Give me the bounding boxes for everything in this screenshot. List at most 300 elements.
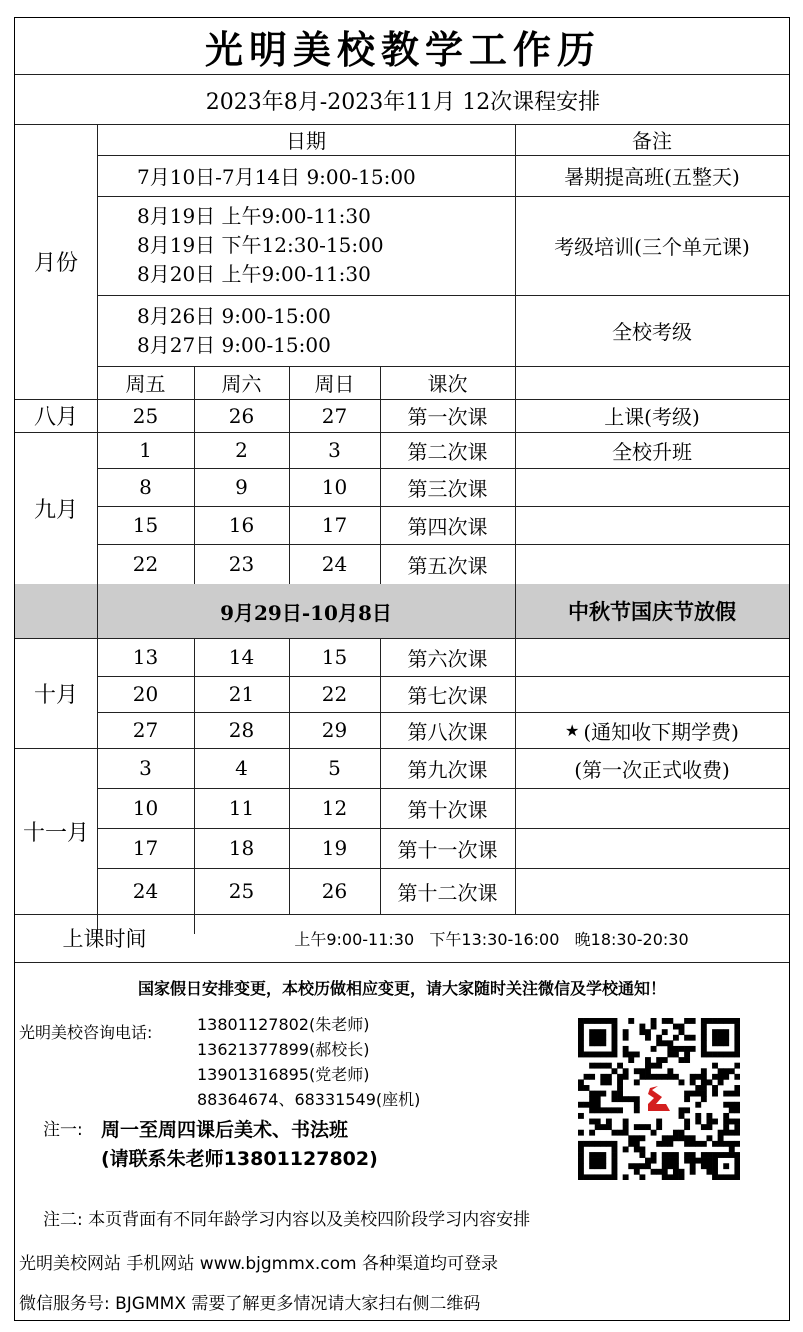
qr-module: [712, 1035, 718, 1041]
qr-module: [651, 1158, 657, 1164]
qr-module: [628, 1141, 634, 1147]
remark-text: (通知收下期学费): [583, 719, 739, 744]
qr-module: [662, 1040, 668, 1046]
qr-module: [600, 1174, 606, 1180]
qr-module: [706, 1052, 712, 1058]
qr-module: [718, 1141, 724, 1147]
qr-module: [684, 1107, 690, 1113]
qr-module: [684, 1135, 690, 1141]
qr-module: [667, 1174, 673, 1180]
qr-module: [729, 1018, 735, 1024]
qr-module: [584, 1018, 590, 1024]
qr-module: [695, 1074, 701, 1080]
qr-module: [651, 1074, 657, 1080]
qr-module: [651, 1169, 657, 1175]
phone-number: 13801127802(朱老师): [197, 1015, 370, 1034]
date-cell: 4: [235, 756, 248, 780]
qr-module: [690, 1018, 696, 1024]
qr-module: [656, 1040, 662, 1046]
qr-module: [734, 1119, 740, 1125]
qr-module: [612, 1029, 618, 1035]
qr-module: [701, 1163, 707, 1169]
weekday-header: 周六: [221, 372, 262, 396]
qr-module: [667, 1040, 673, 1046]
qr-module: [656, 1035, 662, 1041]
qr-module: [723, 1141, 729, 1147]
qr-module: [690, 1035, 696, 1041]
date-cell: 29: [321, 718, 348, 742]
qr-module: [701, 1096, 707, 1102]
qr-module: [695, 1158, 701, 1164]
qr-module: [628, 1163, 634, 1169]
qr-module: [723, 1102, 729, 1108]
date-cell: 17: [321, 513, 348, 537]
qr-module: [617, 1079, 623, 1085]
qr-module: [634, 1163, 640, 1169]
qr-module: [723, 1130, 729, 1136]
qr-module: [645, 1035, 651, 1041]
phone-list: [197, 1012, 420, 1112]
qr-module: [729, 1052, 735, 1058]
qr-module: [617, 1096, 623, 1102]
qr-module: [589, 1091, 595, 1097]
date-range-row: [97, 155, 515, 196]
qr-module: [723, 1068, 729, 1074]
date-cell: 9: [235, 475, 248, 499]
qr-module: [578, 1040, 584, 1046]
date-line: 8月20日 上午9:00-11:30: [137, 262, 371, 286]
qr-module: [656, 1169, 662, 1175]
note1-label: 注一:: [43, 1120, 83, 1140]
qr-module: [712, 1158, 718, 1164]
qr-module: [589, 1163, 595, 1169]
qr-module: [578, 1018, 584, 1024]
lesson-cell: 第十次课: [407, 797, 488, 822]
qr-module: [684, 1158, 690, 1164]
qr-module: [634, 1102, 640, 1108]
qr-module: [712, 1085, 718, 1091]
notice-text: 国家假日安排变更，本校历做相应变更，请大家随时关注微信及学校通知！: [137, 979, 666, 998]
qr-module: [651, 1063, 657, 1069]
lesson-header: 课次: [427, 372, 468, 396]
lesson-cell: 第二次课: [407, 439, 488, 464]
qr-module: [690, 1074, 696, 1080]
qr-module: [595, 1102, 601, 1108]
website-text: 光明美校网站 手机网站 www.bjgmmx.com 各种渠道均可登录: [19, 1254, 498, 1274]
qr-module: [651, 1018, 657, 1024]
qr-module: [712, 1040, 718, 1046]
qr-module: [662, 1174, 668, 1180]
qr-module: [690, 1158, 696, 1164]
qr-module: [701, 1152, 707, 1158]
page-subtitle: 2023年8月-2023年11月 12次课程安排: [205, 89, 601, 115]
qr-module: [589, 1018, 595, 1024]
date-cell: 25: [228, 879, 255, 903]
qr-module: [634, 1079, 640, 1085]
qr-module: [612, 1141, 618, 1147]
lesson-cell: 第三次课: [407, 476, 488, 501]
qr-module: [723, 1152, 729, 1158]
qr-module: [639, 1146, 645, 1152]
qr-module: [662, 1074, 668, 1080]
qr-module: [701, 1141, 707, 1147]
qr-module: [667, 1018, 673, 1024]
qr-module: [606, 1052, 612, 1058]
qr-module: [718, 1018, 724, 1024]
qr-module: [600, 1091, 606, 1097]
qr-module: [706, 1163, 712, 1169]
qr-module: [734, 1029, 740, 1035]
date-cell: 19: [321, 836, 348, 860]
qr-module: [656, 1057, 662, 1063]
qr-module: [623, 1052, 629, 1058]
qr-module: [729, 1068, 735, 1074]
qr-module: [612, 1024, 618, 1030]
qr-module: [623, 1035, 629, 1041]
qr-module: [656, 1141, 662, 1147]
date-cell: 15: [321, 645, 348, 669]
qr-module: [584, 1074, 590, 1080]
qr-module: [578, 1163, 584, 1169]
qr-module: [712, 1063, 718, 1069]
qr-module: [606, 1119, 612, 1125]
note1-line1: 周一至周四课后美术、书法班: [101, 1119, 349, 1141]
qr-module: [578, 1102, 584, 1108]
qr-module: [718, 1152, 724, 1158]
date-range-row: [97, 196, 515, 295]
holiday-dates: 9月29日-10月8日: [220, 600, 392, 625]
qr-module: [701, 1074, 707, 1080]
qr-module: [595, 1163, 601, 1169]
divider: [15, 962, 789, 963]
date-line: 8月19日 下午12:30-15:00: [137, 233, 384, 257]
qr-module: [606, 1018, 612, 1024]
qr-module: [729, 1091, 735, 1097]
qr-module: [634, 1146, 640, 1152]
qr-module: [617, 1107, 623, 1113]
qr-module: [690, 1152, 696, 1158]
qr-module: [712, 1091, 718, 1097]
qr-module: [656, 1119, 662, 1125]
date-cell: 10: [132, 796, 159, 820]
qr-module: [639, 1029, 645, 1035]
qr-module: [595, 1052, 601, 1058]
qr-module: [600, 1158, 606, 1164]
date-cell: 22: [321, 682, 348, 706]
qr-module: [578, 1146, 584, 1152]
qr-module: [723, 1124, 729, 1130]
qr-module: [706, 1169, 712, 1175]
qr-module: [718, 1040, 724, 1046]
qr-module: [679, 1046, 685, 1052]
qr-module: [712, 1074, 718, 1080]
lesson-cell: 第五次课: [407, 553, 488, 578]
phone-number: 13901316895(党老师): [197, 1065, 370, 1084]
qr-module: [606, 1063, 612, 1069]
qr-module: [651, 1152, 657, 1158]
qr-module: [729, 1102, 735, 1108]
qr-logo: [641, 1081, 677, 1117]
qr-module: [639, 1068, 645, 1074]
qr-module: [645, 1029, 651, 1035]
qr-module: [718, 1135, 724, 1141]
qr-module: [723, 1018, 729, 1024]
remark-cell: 考级培训(三个单元课): [554, 235, 750, 259]
date-line: 8月26日 9:00-15:00: [137, 303, 331, 328]
qr-module: [578, 1024, 584, 1030]
remark-header: 备注: [632, 129, 672, 153]
qr-module: [595, 1158, 601, 1164]
qr-module: [673, 1163, 679, 1169]
remark-cell: 暑期提高班(五整天): [564, 165, 740, 189]
qr-module: [673, 1158, 679, 1164]
qr-module: [645, 1074, 651, 1080]
month-label: 月份: [33, 251, 78, 276]
qr-module: [723, 1174, 729, 1180]
qr-module: [673, 1169, 679, 1175]
qr-module: [684, 1096, 690, 1102]
qr-module: [578, 1113, 584, 1119]
date-line: 8月27日 9:00-15:00: [137, 332, 331, 357]
qr-module: [656, 1074, 662, 1080]
qr-module: [595, 1141, 601, 1147]
divider: [15, 74, 789, 75]
qr-module: [656, 1063, 662, 1069]
qr-module: [679, 1057, 685, 1063]
phone-number: 88364674、68331549(座机): [197, 1090, 421, 1109]
qr-module: [690, 1141, 696, 1147]
qr-module: [673, 1046, 679, 1052]
qr-module: [690, 1091, 696, 1097]
qr-module: [612, 1018, 618, 1024]
date-cell: 25: [132, 403, 159, 428]
date-cell: 28: [228, 718, 255, 742]
qr-module: [718, 1052, 724, 1058]
qr-module: [600, 1074, 606, 1080]
qr-module: [684, 1152, 690, 1158]
qr-module: [734, 1174, 740, 1180]
qr-module: [673, 1074, 679, 1080]
qr-module: [623, 1146, 629, 1152]
qr-module: [706, 1124, 712, 1130]
qr-module: [612, 1040, 618, 1046]
qr-module: [712, 1152, 718, 1158]
qr-module: [656, 1124, 662, 1130]
qr-module: [729, 1152, 735, 1158]
qr-module: [578, 1169, 584, 1175]
qr-module: [600, 1052, 606, 1058]
qr-module: [701, 1068, 707, 1074]
qr-module: [612, 1174, 618, 1180]
qr-module: [684, 1141, 690, 1147]
qr-module: [634, 1068, 640, 1074]
qr-module: [706, 1119, 712, 1125]
qr-module: [667, 1074, 673, 1080]
qr-module: [723, 1040, 729, 1046]
date-cell: 21: [228, 682, 255, 706]
qr-module: [612, 1035, 618, 1041]
qr-module: [623, 1029, 629, 1035]
class-time-label: 上课时间: [62, 927, 147, 951]
date-cell: 2: [235, 438, 248, 462]
qr-module: [600, 1035, 606, 1041]
qr-module: [578, 1052, 584, 1058]
qr-module: [734, 1024, 740, 1030]
qr-module: [634, 1052, 640, 1058]
qr-module: [595, 1018, 601, 1024]
qr-module: [578, 1174, 584, 1180]
lesson-cell: 第十一次课: [397, 837, 498, 862]
qr-module: [589, 1130, 595, 1136]
star-icon: ★: [565, 720, 580, 740]
qr-module: [628, 1096, 634, 1102]
lesson-cell: 第七次课: [407, 683, 488, 708]
qr-module: [623, 1119, 629, 1125]
date-header: 日期: [286, 129, 326, 153]
qr-module: [589, 1029, 595, 1035]
qr-module: [706, 1018, 712, 1024]
qr-module: [595, 1152, 601, 1158]
qr-module: [578, 1079, 584, 1085]
qr-module: [684, 1018, 690, 1024]
qr-module: [723, 1052, 729, 1058]
month-september: 九月: [33, 497, 78, 523]
qr-module: [617, 1085, 623, 1091]
note1-line2: (请联系朱老师13801127802): [101, 1148, 378, 1170]
qr-module: [606, 1074, 612, 1080]
qr-module: [712, 1141, 718, 1147]
qr-module: [634, 1124, 640, 1130]
qr-module: [706, 1152, 712, 1158]
month-october: 十月: [33, 682, 78, 708]
date-cell: 10: [321, 475, 348, 499]
qr-module: [662, 1057, 668, 1063]
qr-module: [723, 1119, 729, 1125]
qr-module: [712, 1169, 718, 1175]
date-cell: 24: [321, 552, 348, 576]
qr-code-icon: [578, 1018, 740, 1180]
qr-module: [662, 1135, 668, 1141]
qr-module: [639, 1135, 645, 1141]
date-cell: 3: [328, 438, 341, 462]
page-title: 光明美校教学工作历: [204, 27, 601, 72]
qr-module: [684, 1046, 690, 1052]
qr-module: [617, 1130, 623, 1136]
qr-module: [695, 1113, 701, 1119]
qr-module: [673, 1035, 679, 1041]
qr-module: [734, 1074, 740, 1080]
qr-module: [673, 1152, 679, 1158]
qr-module: [729, 1130, 735, 1136]
qr-module: [595, 1174, 601, 1180]
date-cell: 5: [328, 756, 341, 780]
qr-module: [612, 1163, 618, 1169]
qr-module: [712, 1052, 718, 1058]
qr-module: [701, 1024, 707, 1030]
qr-module: [662, 1158, 668, 1164]
qr-module: [695, 1119, 701, 1125]
qr-module: [695, 1141, 701, 1147]
remark-cell: [515, 712, 789, 748]
qr-module: [595, 1124, 601, 1130]
qr-module: [701, 1124, 707, 1130]
qr-module: [645, 1158, 651, 1164]
wechat-text: 微信服务号: BJGMMX 需要了解更多情况请大家扫右侧二维码: [19, 1294, 481, 1314]
qr-module: [589, 1119, 595, 1125]
qr-module: [612, 1091, 618, 1097]
qr-module: [639, 1024, 645, 1030]
qr-module: [667, 1158, 673, 1164]
qr-module: [718, 1029, 724, 1035]
qr-module: [645, 1068, 651, 1074]
qr-module: [623, 1096, 629, 1102]
qr-module: [673, 1024, 679, 1030]
qr-module: [679, 1024, 685, 1030]
lesson-cell: 第十二次课: [397, 880, 498, 905]
qr-module: [617, 1091, 623, 1097]
qr-module: [723, 1074, 729, 1080]
qr-module: [595, 1119, 601, 1125]
contact-label: 光明美校咨询电话:: [19, 1023, 153, 1042]
qr-module: [634, 1169, 640, 1175]
qr-module: [718, 1068, 724, 1074]
qr-module: [679, 1079, 685, 1085]
qr-module: [628, 1135, 634, 1141]
qr-module: [595, 1035, 601, 1041]
qr-module: [734, 1152, 740, 1158]
qr-module: [651, 1130, 657, 1136]
date-cell: 13: [132, 645, 159, 669]
date-cell: 1: [139, 438, 152, 462]
qr-module: [623, 1074, 629, 1080]
qr-module: [612, 1130, 618, 1136]
qr-module: [645, 1124, 651, 1130]
date-cell: 22: [132, 552, 159, 576]
date-cell: 8: [139, 475, 152, 499]
qr-module: [667, 1046, 673, 1052]
qr-module: [617, 1074, 623, 1080]
qr-module: [634, 1141, 640, 1147]
qr-module: [723, 1163, 729, 1169]
qr-module: [578, 1035, 584, 1041]
qr-module: [600, 1124, 606, 1130]
qr-module: [734, 1052, 740, 1058]
qr-module: [729, 1146, 735, 1152]
qr-module: [623, 1124, 629, 1130]
qr-module: [690, 1169, 696, 1175]
qr-module: [595, 1096, 601, 1102]
qr-module: [589, 1152, 595, 1158]
date-cell: 23: [228, 552, 255, 576]
qr-module: [667, 1068, 673, 1074]
lesson-cell: 第八次课: [407, 719, 488, 744]
qr-module: [690, 1163, 696, 1169]
qr-module: [734, 1035, 740, 1041]
calendar-frame: [14, 17, 790, 1321]
qr-module: [684, 1057, 690, 1063]
date-cell: 12: [321, 796, 348, 820]
qr-module: [662, 1029, 668, 1035]
qr-module: [645, 1063, 651, 1069]
qr-module: [667, 1163, 673, 1169]
qr-module: [584, 1141, 590, 1147]
class-time-value: 上午9:00-11:30 下午13:30-16:00 晚18:30-20:30: [294, 929, 689, 949]
qr-module: [634, 1096, 640, 1102]
remark-cell: (第一次正式收费): [574, 757, 730, 782]
weekday-header: 周日: [314, 372, 355, 396]
qr-module: [628, 1052, 634, 1058]
qr-module: [667, 1152, 673, 1158]
